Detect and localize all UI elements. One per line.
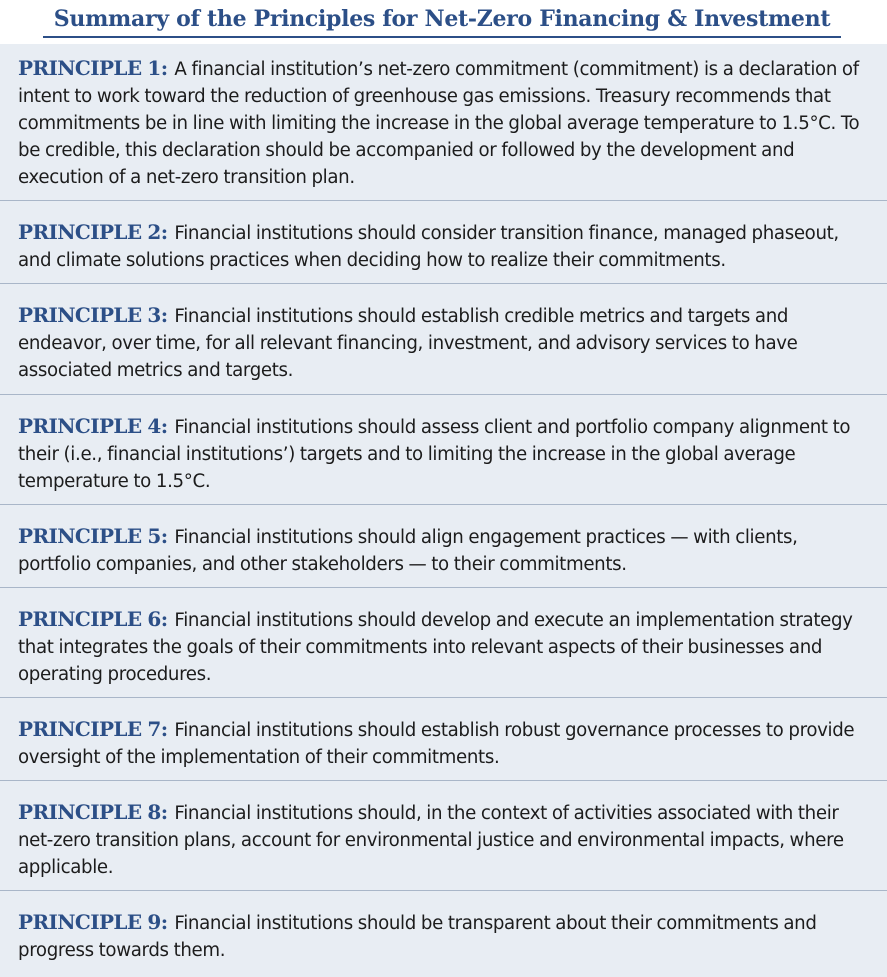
principle-3-label: PRINCIPLE 3: [18, 303, 168, 327]
principle-2-text [18, 219, 873, 274]
principle-3-text [18, 302, 873, 384]
principle-9 [0, 891, 887, 977]
principle-5 [0, 505, 887, 588]
principle-4-text [18, 413, 873, 495]
principle-6-body: Financial institutions should develop and execute an implementation strategy that integrates the goals of their commitments into relevant aspects of their businesses and operating procedures. [18, 610, 853, 685]
principle-9-label: PRINCIPLE 9: [18, 910, 168, 934]
principle-8-body: Financial institutions should, in the context of activities associated with their net-zero transition plans, account for environmental justice and environmental impacts, where applicable. [18, 803, 844, 878]
principle-3 [0, 284, 887, 395]
principle-4 [0, 395, 887, 505]
principle-4-label: PRINCIPLE 4: [18, 414, 168, 438]
principle-1-label: PRINCIPLE 1: [18, 56, 168, 80]
principle-4-body: Financial institutions should assess client and portfolio company alignment to their (i.e., financial institutions’) targets and to limiting the increase in the global average temperature to 1.5°C. [18, 417, 851, 492]
principle-6-label: PRINCIPLE 6: [18, 607, 168, 631]
principle-5-label: PRINCIPLE 5: [18, 524, 168, 548]
principle-5-text [18, 523, 873, 578]
principle-1-body: A financial institution’s net-zero commitment (commitment) is a declaration of intent to work toward the reduction of greenhouse gas emissions. Treasury recommends that commitments be in line with limiting the increase in the global average temperature to 1.5°C. To be credible, this declaration should be accompanied or followed by the development and execution of a net-zero transition plan. [18, 59, 860, 188]
principle-1-text [18, 55, 873, 191]
principle-6 [0, 588, 887, 698]
principle-9-body: Financial institutions should be transparent about their commitments and progress towards them. [18, 913, 817, 961]
principle-2 [0, 201, 887, 284]
principle-8-text [18, 799, 873, 881]
principle-5-body: Financial institutions should align engagement practices — with clients, portfolio companies, and other stakeholders — to their commitments. [18, 527, 798, 575]
page-title: Summary of the Principles for Net-Zero Financing & Investment [53, 6, 831, 32]
principle-2-label: PRINCIPLE 2: [18, 220, 168, 244]
principle-7 [0, 698, 887, 781]
principle-7-body: Financial institutions should establish robust governance processes to provide oversight of the implementation of their commitments. [18, 720, 855, 768]
principle-1 [0, 45, 887, 201]
principle-8-label: PRINCIPLE 8: [18, 800, 168, 824]
principle-7-text [18, 716, 873, 771]
principle-8 [0, 781, 887, 891]
principle-2-body: Financial institutions should consider transition finance, managed phaseout, and climate solutions practices when deciding how to realize their commitments. [18, 223, 839, 271]
title-underline [43, 36, 841, 38]
principle-7-label: PRINCIPLE 7: [18, 717, 168, 741]
principle-9-text [18, 909, 873, 964]
title-banner [0, 0, 887, 44]
principle-3-body: Financial institutions should establish credible metrics and targets and endeavor, over time, for all relevant financing, investment, and advisory services to have associated metrics and targets. [18, 306, 798, 381]
principle-6-text [18, 606, 873, 688]
